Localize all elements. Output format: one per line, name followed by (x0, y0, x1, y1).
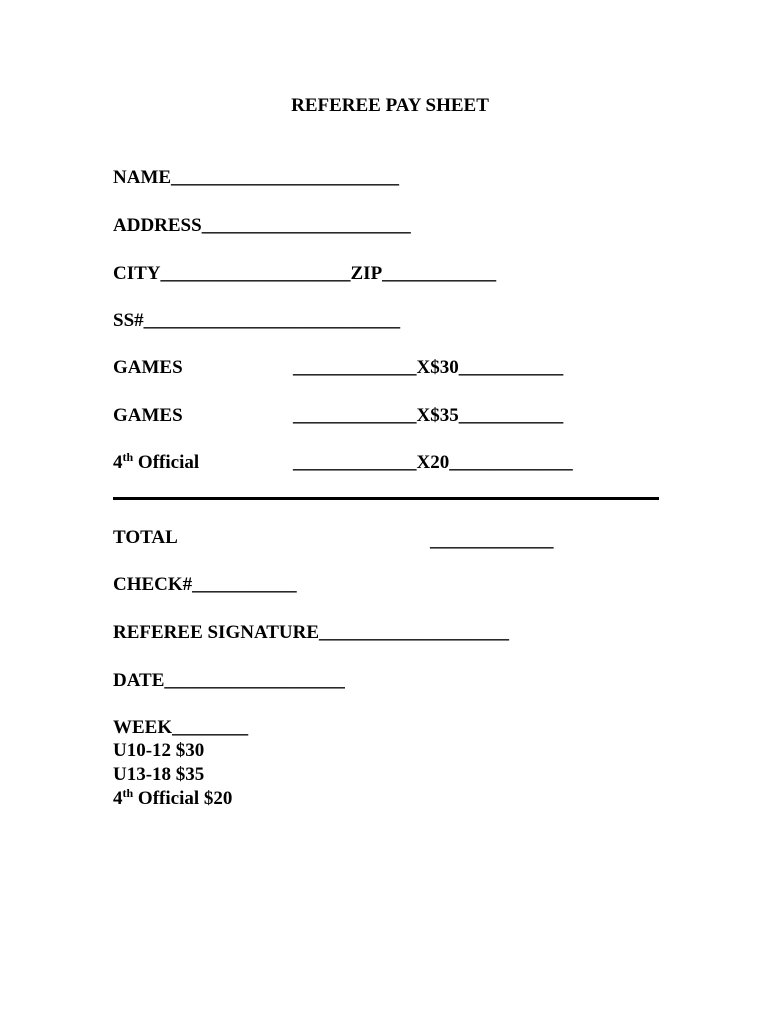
games-35-label: GAMES (113, 405, 183, 426)
city-zip-field: CITY____________________ZIP____________ (113, 263, 497, 284)
fourth-official-suffix: th (122, 450, 134, 464)
rate-fourth-official (113, 788, 232, 810)
games-30-entry: _____________X$30___________ (293, 357, 564, 378)
total-entry: _____________ (430, 530, 554, 551)
fourth-official-number: 4 (113, 452, 123, 473)
rate-u13-18: U13-18 $35 (113, 764, 205, 785)
fourth-official-label (113, 452, 199, 474)
fourth-official-entry: _____________X20_____________ (293, 452, 573, 473)
date-field: DATE___________________ (113, 670, 345, 691)
games-35-entry: _____________X$35___________ (293, 405, 564, 426)
page-title: REFEREE PAY SHEET (291, 95, 489, 116)
name-field: NAME________________________ (113, 167, 400, 188)
games-30-label: GAMES (113, 357, 183, 378)
referee-signature-field: REFEREE SIGNATURE____________________ (113, 622, 510, 643)
ss-field: SS#___________________________ (113, 310, 401, 331)
rate-u10-12: U10-12 $30 (113, 740, 205, 761)
total-divider-rule (113, 497, 659, 500)
rate-fourth-suffix: th (122, 786, 134, 800)
address-field: ADDRESS______________________ (113, 215, 411, 236)
rate-fourth-number: 4 (113, 788, 123, 809)
total-label: TOTAL (113, 527, 178, 548)
check-field: CHECK#___________ (113, 574, 297, 595)
week-field: WEEK________ (113, 717, 249, 738)
fourth-official-text: Official (133, 452, 200, 473)
rate-fourth-text: Official $20 (133, 788, 233, 809)
